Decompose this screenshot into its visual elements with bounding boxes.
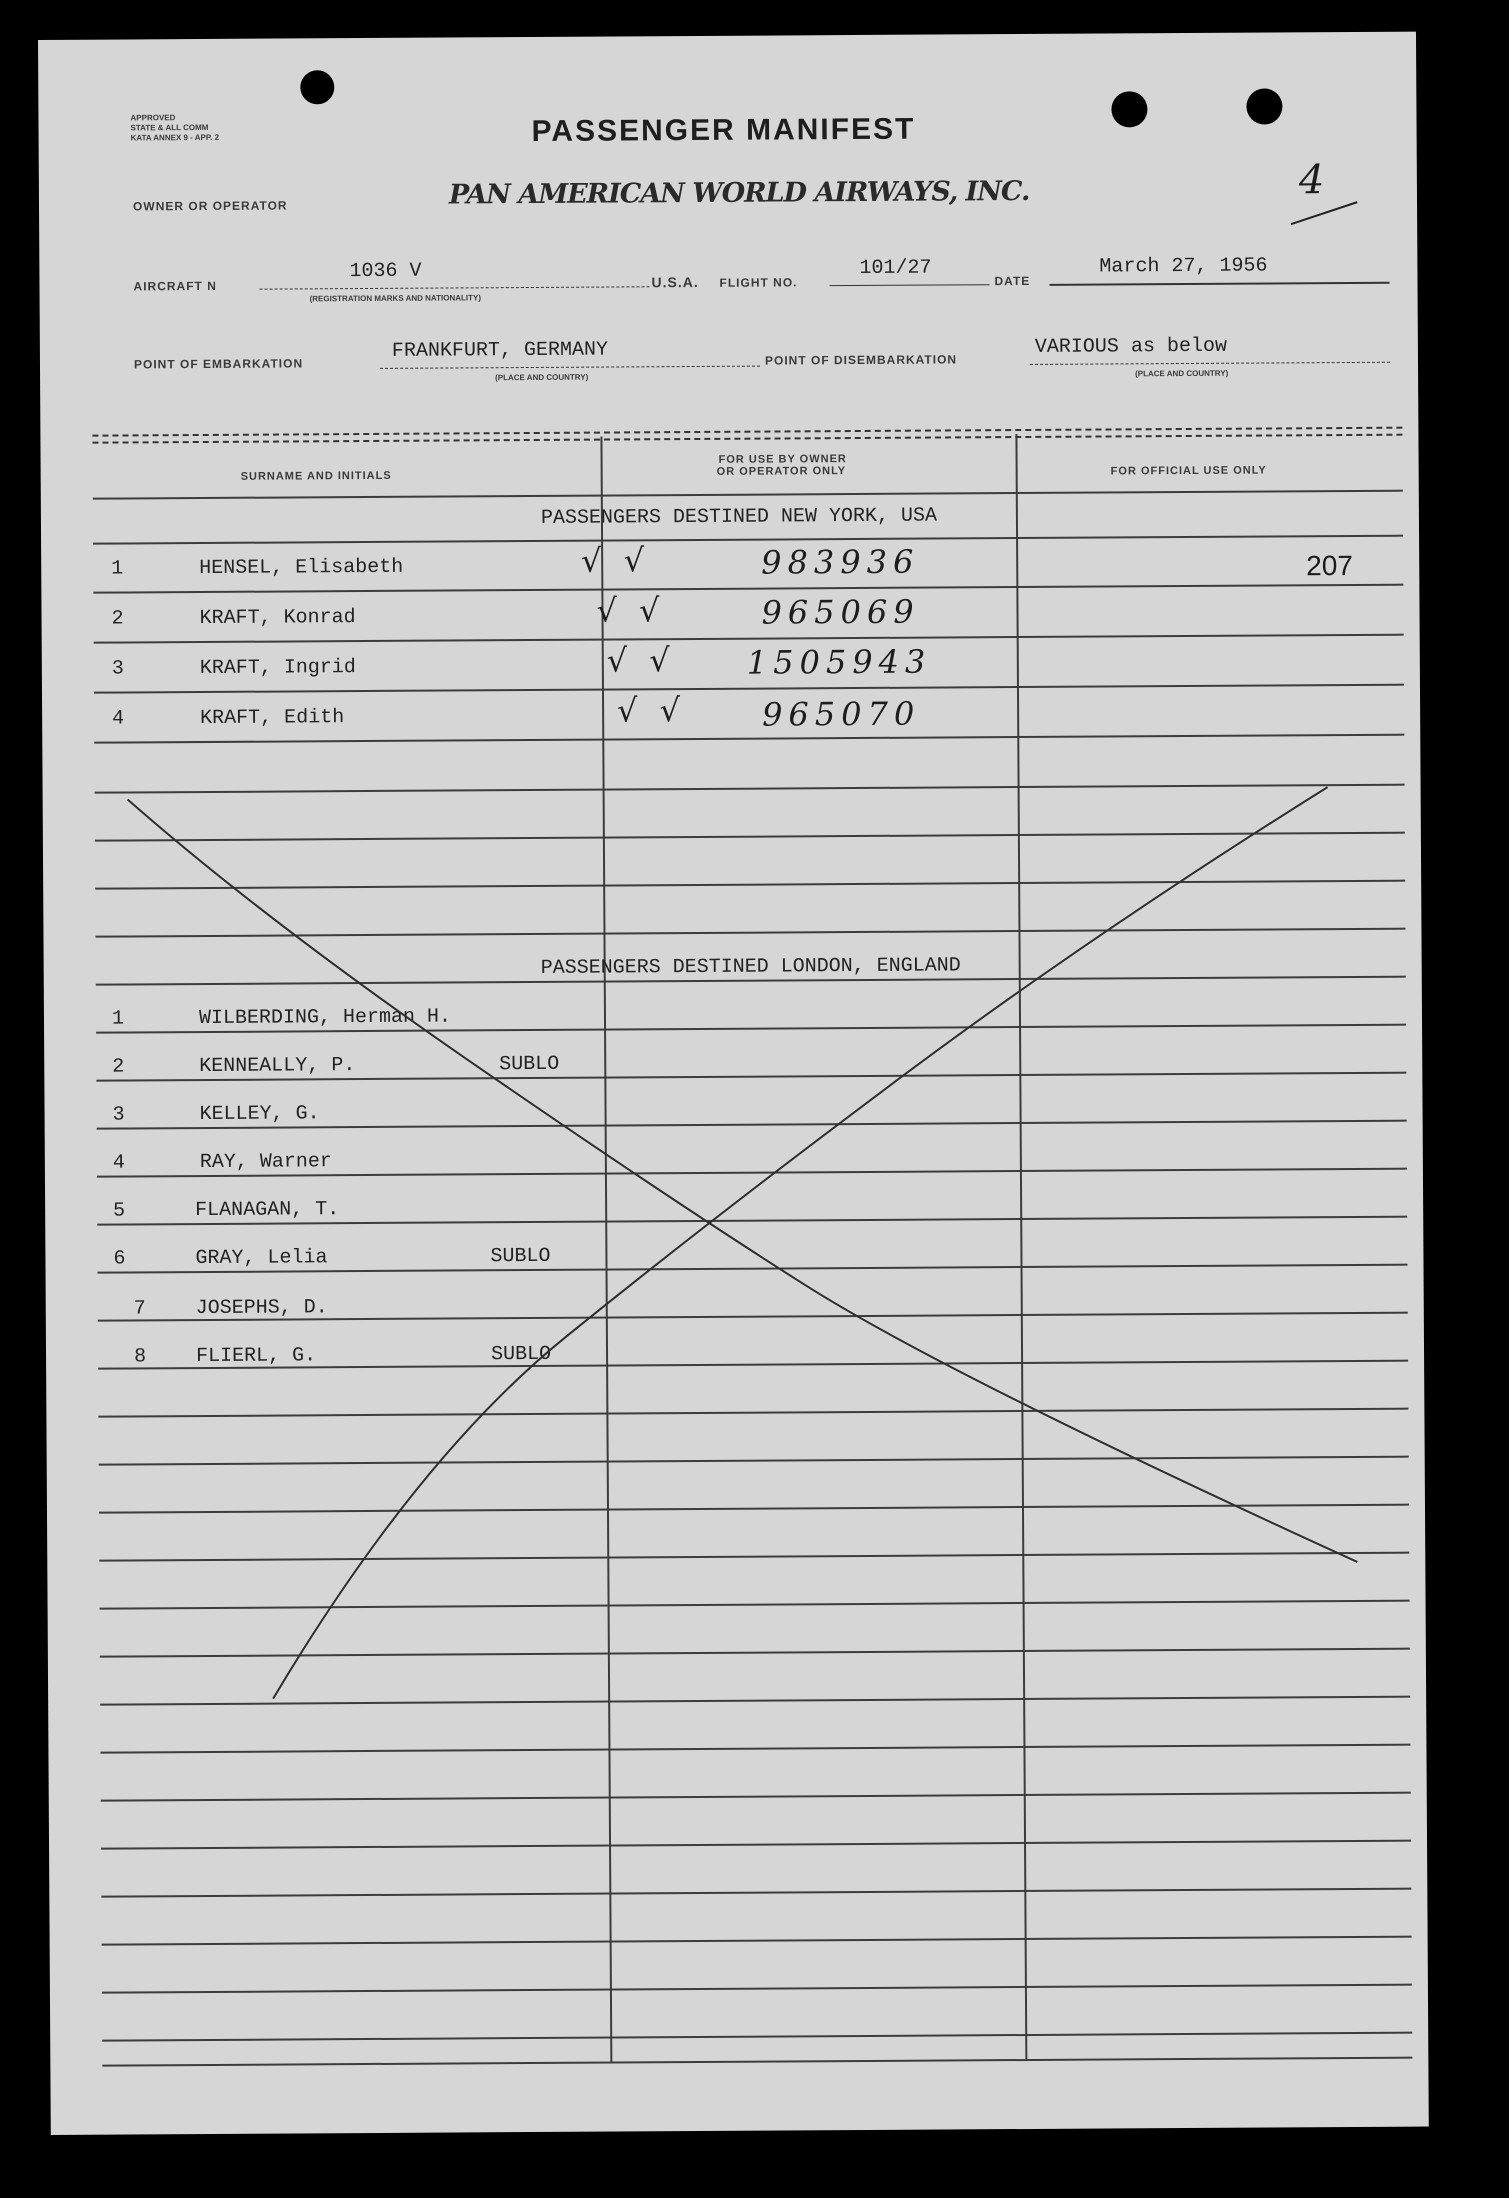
ny-section-heading: PASSENGERS DESTINED NEW YORK, USA (540, 504, 938, 530)
manifest-title: PASSENGER MANIFEST (531, 112, 916, 148)
ny-row-1-name: HENSEL, Elisabeth (199, 555, 404, 581)
ny-row-4-number: 4 (112, 707, 125, 731)
london-row-8-note: SUBLO (490, 1342, 552, 1367)
approval-line-2: STATE & ALL COMM (130, 122, 209, 133)
corner-mark: 4 (1298, 157, 1331, 204)
london-row-2-note: SUBLO (499, 1052, 560, 1077)
london-row-3-name: KELLEY, G. (199, 1102, 320, 1127)
official-number: 207 (1306, 549, 1354, 582)
ny-row-1-checks: √ √ (581, 541, 651, 580)
disembarkation-value: VARIOUS as below (1034, 334, 1227, 359)
owner-label: OWNER OR OPERATOR (132, 198, 288, 214)
london-row-5-number: 5 (113, 1199, 126, 1223)
ny-row-4-name: KRAFT, Edith (200, 706, 345, 731)
ny-row-4-ticket: 965070 (762, 694, 921, 734)
cross-out-mark (38, 32, 1429, 2135)
col-owner-header-2: OR OPERATOR ONLY (716, 465, 847, 478)
disembarkation-place-note: (PLACE AND COUNTRY) (1135, 368, 1229, 379)
disembarkation-label: POINT OF DISEMBARKATION (764, 352, 958, 368)
col-owner-header-1: FOR USE BY OWNER (718, 453, 847, 466)
london-row-8-name: FLIERL, G. (195, 1344, 317, 1369)
usa-label: U.S.A. (651, 273, 699, 291)
col-official-header: FOR OFFICIAL USE ONLY (1110, 464, 1267, 478)
london-row-4-number: 4 (112, 1151, 125, 1175)
ny-row-1-number: 1 (111, 557, 124, 581)
embarkation-place-note: (PLACE AND COUNTRY) (495, 372, 589, 383)
ny-row-3-checks: √ √ (606, 641, 676, 680)
date-label: DATE (994, 273, 1031, 289)
london-row-5-name: FLANAGAN, T. (195, 1198, 340, 1223)
london-row-2-name: KENNEALLY, P. (199, 1054, 356, 1079)
london-row-7-number: 7 (133, 1297, 146, 1321)
ny-row-2-name: KRAFT, Konrad (199, 606, 356, 631)
ny-row-2-checks: √ √ (596, 591, 666, 630)
ny-row-3-number: 3 (111, 657, 124, 681)
london-row-6-note: SUBLO (490, 1244, 551, 1269)
flight-value: 101/27 (859, 256, 932, 280)
date-value: March 27, 1956 (1099, 254, 1268, 279)
aircraft-label: AIRCRAFT N (133, 278, 217, 294)
london-row-3-number: 3 (112, 1103, 125, 1127)
london-row-1-number: 1 (111, 1007, 125, 1031)
manifest-sheet (38, 32, 1429, 2135)
flight-label: FLIGHT NO. (719, 275, 798, 290)
ny-row-3-name: KRAFT, Ingrid (199, 656, 356, 681)
owner-value: PAN AMERICAN WORLD AIRWAYS, INC. (448, 175, 1030, 211)
london-section-heading: PASSENGERS DESTINED LONDON, ENGLAND (540, 954, 961, 980)
approval-line-3: KATA ANNEX 9 - APP. 2 (130, 132, 220, 143)
london-row-6-name: GRAY, Lelia (195, 1246, 328, 1271)
london-row-4-name: RAY, Warner (199, 1150, 332, 1175)
embarkation-label: POINT OF EMBARKATION (133, 356, 304, 372)
london-row-1-name: WILBERDING, Herman H. (198, 1005, 452, 1031)
ny-row-4-checks: √ √ (616, 691, 687, 730)
col-surname-header: SURNAME AND INITIALS (240, 469, 392, 483)
embarkation-value: FRANKFURT, GERMANY (391, 338, 609, 363)
approval-line-1: APPROVED (130, 113, 176, 123)
london-row-7-name: JOSEPHS, D. (195, 1296, 328, 1321)
aircraft-value: 1036 V (349, 259, 422, 284)
ny-row-2-ticket: 965069 (761, 592, 920, 632)
ny-row-3-ticket: 1505943 (746, 642, 932, 682)
ny-row-2-number: 2 (111, 607, 124, 631)
london-row-6-number: 6 (113, 1247, 126, 1271)
london-row-2-number: 2 (112, 1055, 125, 1079)
ny-row-1-ticket: 983936 (761, 542, 920, 582)
registration-note: (REGISTRATION MARKS AND NATIONALITY) (309, 293, 482, 304)
london-row-8-number: 8 (133, 1345, 147, 1369)
